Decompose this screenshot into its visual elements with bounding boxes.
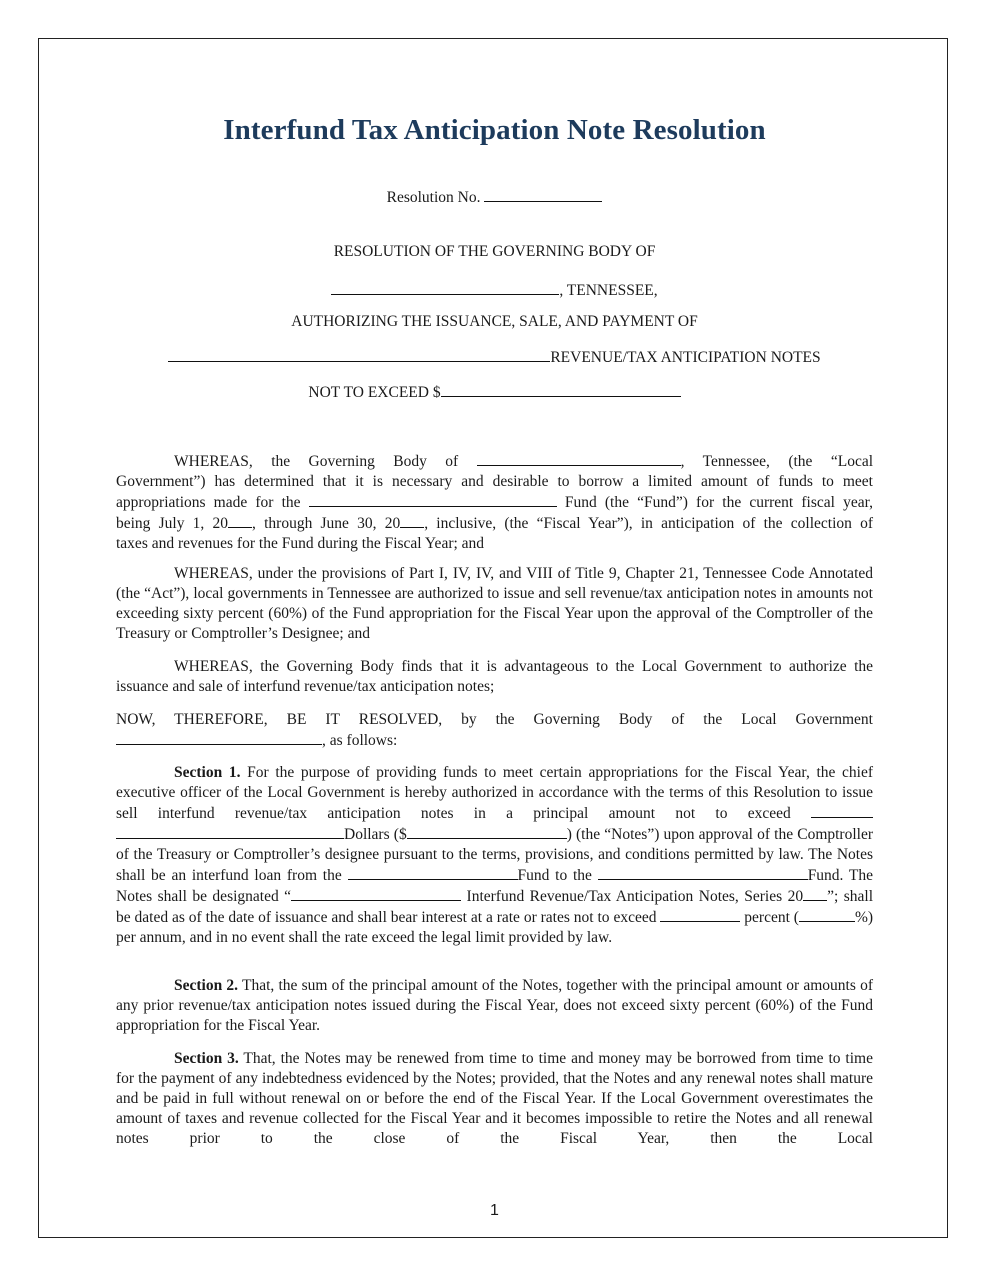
section-2-text: That, the sum of the principal amount of the Notes, together with the principal amount or amounts of any prior revenue/tax anticipation notes issued during the Fiscal Year, does not exceed sixty percent (60%) of the Fund appropriation for the Fiscal Year. xyxy=(116,977,873,1034)
whereas1-text-a: WHEREAS, the Governing Body of xyxy=(174,453,459,470)
section-1-paragraph xyxy=(116,763,873,948)
heading-line-2 xyxy=(0,280,989,300)
whereas1-text-e: Fund (the “Fund”) for the current fiscal year, xyxy=(564,494,874,511)
fiscal-end-year-blank[interactable] xyxy=(400,513,424,528)
fiscal-start-year-blank[interactable] xyxy=(228,513,252,528)
whereas-paragraph-1 xyxy=(116,451,873,554)
whereas1-text-f: being July 1, 20 xyxy=(116,515,229,532)
resolved-text-a: NOW, THEREFORE, BE IT RESOLVED, by the Governing Body of the Local Government xyxy=(116,711,873,728)
page-number: 1 xyxy=(490,1202,499,1219)
fund-name-blank[interactable] xyxy=(309,492,557,507)
series-year-blank[interactable] xyxy=(803,886,827,901)
section-1-text-b: Dollars ($ xyxy=(344,826,407,843)
local-government-blank[interactable] xyxy=(331,280,559,295)
governing-body-blank[interactable] xyxy=(477,451,681,466)
whereas1-text-d: appropriations made for the xyxy=(116,494,301,511)
section-3-paragraph xyxy=(116,1049,873,1149)
heading-line-4-text: REVENUE/TAX ANTICIPATION NOTES xyxy=(550,349,821,366)
notes-type-blank[interactable] xyxy=(168,347,550,362)
section-1-text-c: ) (the “Notes”) upon approval of the Comptroller of the Treasury or Comptroller’s designee pursuant to the terms, provisions, and conditions permitted by law. The Notes shall be an interfund loan from the xyxy=(116,826,873,884)
section-1-text-a: For the purpose of providing funds to meet certain appropriations for the Fiscal Year, the chief executive officer of the Local Government is hereby authorized in accordance with the terms of this Resolution to issue sell interfund revenue/tax anticipation notes in a principal amount not to exceed xyxy=(116,764,874,822)
whereas1-text-g: , through June 30, 20 xyxy=(252,515,401,532)
resolved-text-b: , as follows: xyxy=(322,732,398,749)
rate-percent-blank[interactable] xyxy=(799,907,855,922)
heading-line-5-text: NOT TO EXCEED $ xyxy=(308,384,441,401)
principal-amount-numeric-blank[interactable] xyxy=(407,824,567,839)
section-1-text-d: Fund to the xyxy=(517,867,592,884)
max-amount-blank[interactable] xyxy=(441,382,681,397)
principal-amount-words-blank[interactable] xyxy=(116,824,344,839)
heading-line-2-text: , TENNESSEE, xyxy=(559,282,658,299)
section-1-label: Section 1. xyxy=(174,764,241,781)
whereas1-text-b: , Tennessee, (the “Local xyxy=(680,453,874,470)
whereas1-text-i: taxes and revenues for the Fund during the Fiscal Year; and xyxy=(116,535,485,552)
max-rate-blank[interactable] xyxy=(660,907,740,922)
section-3-text: That, the Notes may be renewed from time to time and money may be borrowed from time to time for the payment of any indebtedness evidenced by the Notes; provided, that the Notes and any renewal notes shall mature and be paid in full without renewal on or before the end of the Fiscal Year. If the Local Government overestimates the amount of taxes and revenue collected for the Fiscal Year and it becomes impossible to retire the Notes and all renewal notes prior to the close of the Fiscal Year, then the Local xyxy=(116,1050,873,1147)
section-1-text-g: ”; shall be dated as of the date of issuance and shall bear interest at a rate or rates not to exceed xyxy=(116,888,873,926)
whereas-paragraph-3: WHEREAS, the Governing Body finds that it is advantageous to the Local Government to authorize the issuance and sale of interfund revenue/tax anticipation notes; xyxy=(116,658,873,695)
whereas1-text-c: Government”) has determined that it is necessary and desirable to borrow a limited amount of funds to meet xyxy=(116,473,873,490)
borrowing-fund-blank[interactable] xyxy=(598,865,808,880)
resolution-number-blank[interactable] xyxy=(484,187,602,202)
principal-amount-blank-1[interactable] xyxy=(811,803,873,818)
section-2-label: Section 2. xyxy=(174,977,239,994)
resolution-number-line xyxy=(0,187,989,207)
document-title: Interfund Tax Anticipation Note Resolution xyxy=(223,114,766,146)
whereas-paragraph-2: WHEREAS, under the provisions of Part I, IV, IV, and VIII of Title 9, Chapter 21, Tennessee Code Annotated (the “Act”), local governments in Tennessee are authorized to issue and sell revenue/tax anticipation notes in amounts not exceeding sixty percent (60%) of the Fund appropriation for the Fiscal Year upon the approval of the Comptroller of the Treasury or Comptroller’s Designee; and xyxy=(116,565,873,642)
section-2-paragraph xyxy=(116,976,873,1036)
section-1-text-e: Fund. The Notes shall be designated “ xyxy=(116,867,874,905)
local-government-name-blank[interactable] xyxy=(116,730,322,745)
lending-fund-blank[interactable] xyxy=(348,865,518,880)
whereas1-text-h: , inclusive, (the “Fiscal Year”), in anticipation of the collection of xyxy=(424,515,873,532)
notes-designation-blank[interactable] xyxy=(291,886,461,901)
heading-line-5 xyxy=(0,382,989,402)
resolved-paragraph xyxy=(116,710,873,751)
heading-line-4 xyxy=(0,347,989,367)
section-1-text-h: percent ( xyxy=(744,909,799,926)
section-1-text-i: %) per annum, and in no event shall the rate exceed the legal limit provided by law. xyxy=(116,909,874,946)
heading-line-3: AUTHORIZING THE ISSUANCE, SALE, AND PAYMENT OF xyxy=(291,313,698,330)
section-1-text-f: Interfund Revenue/Tax Anticipation Notes, Series 20 xyxy=(466,888,804,905)
section-3-label: Section 3. xyxy=(174,1050,239,1067)
heading-line-1: RESOLUTION OF THE GOVERNING BODY OF xyxy=(333,243,656,260)
resolution-number-label: Resolution No. xyxy=(386,189,481,206)
